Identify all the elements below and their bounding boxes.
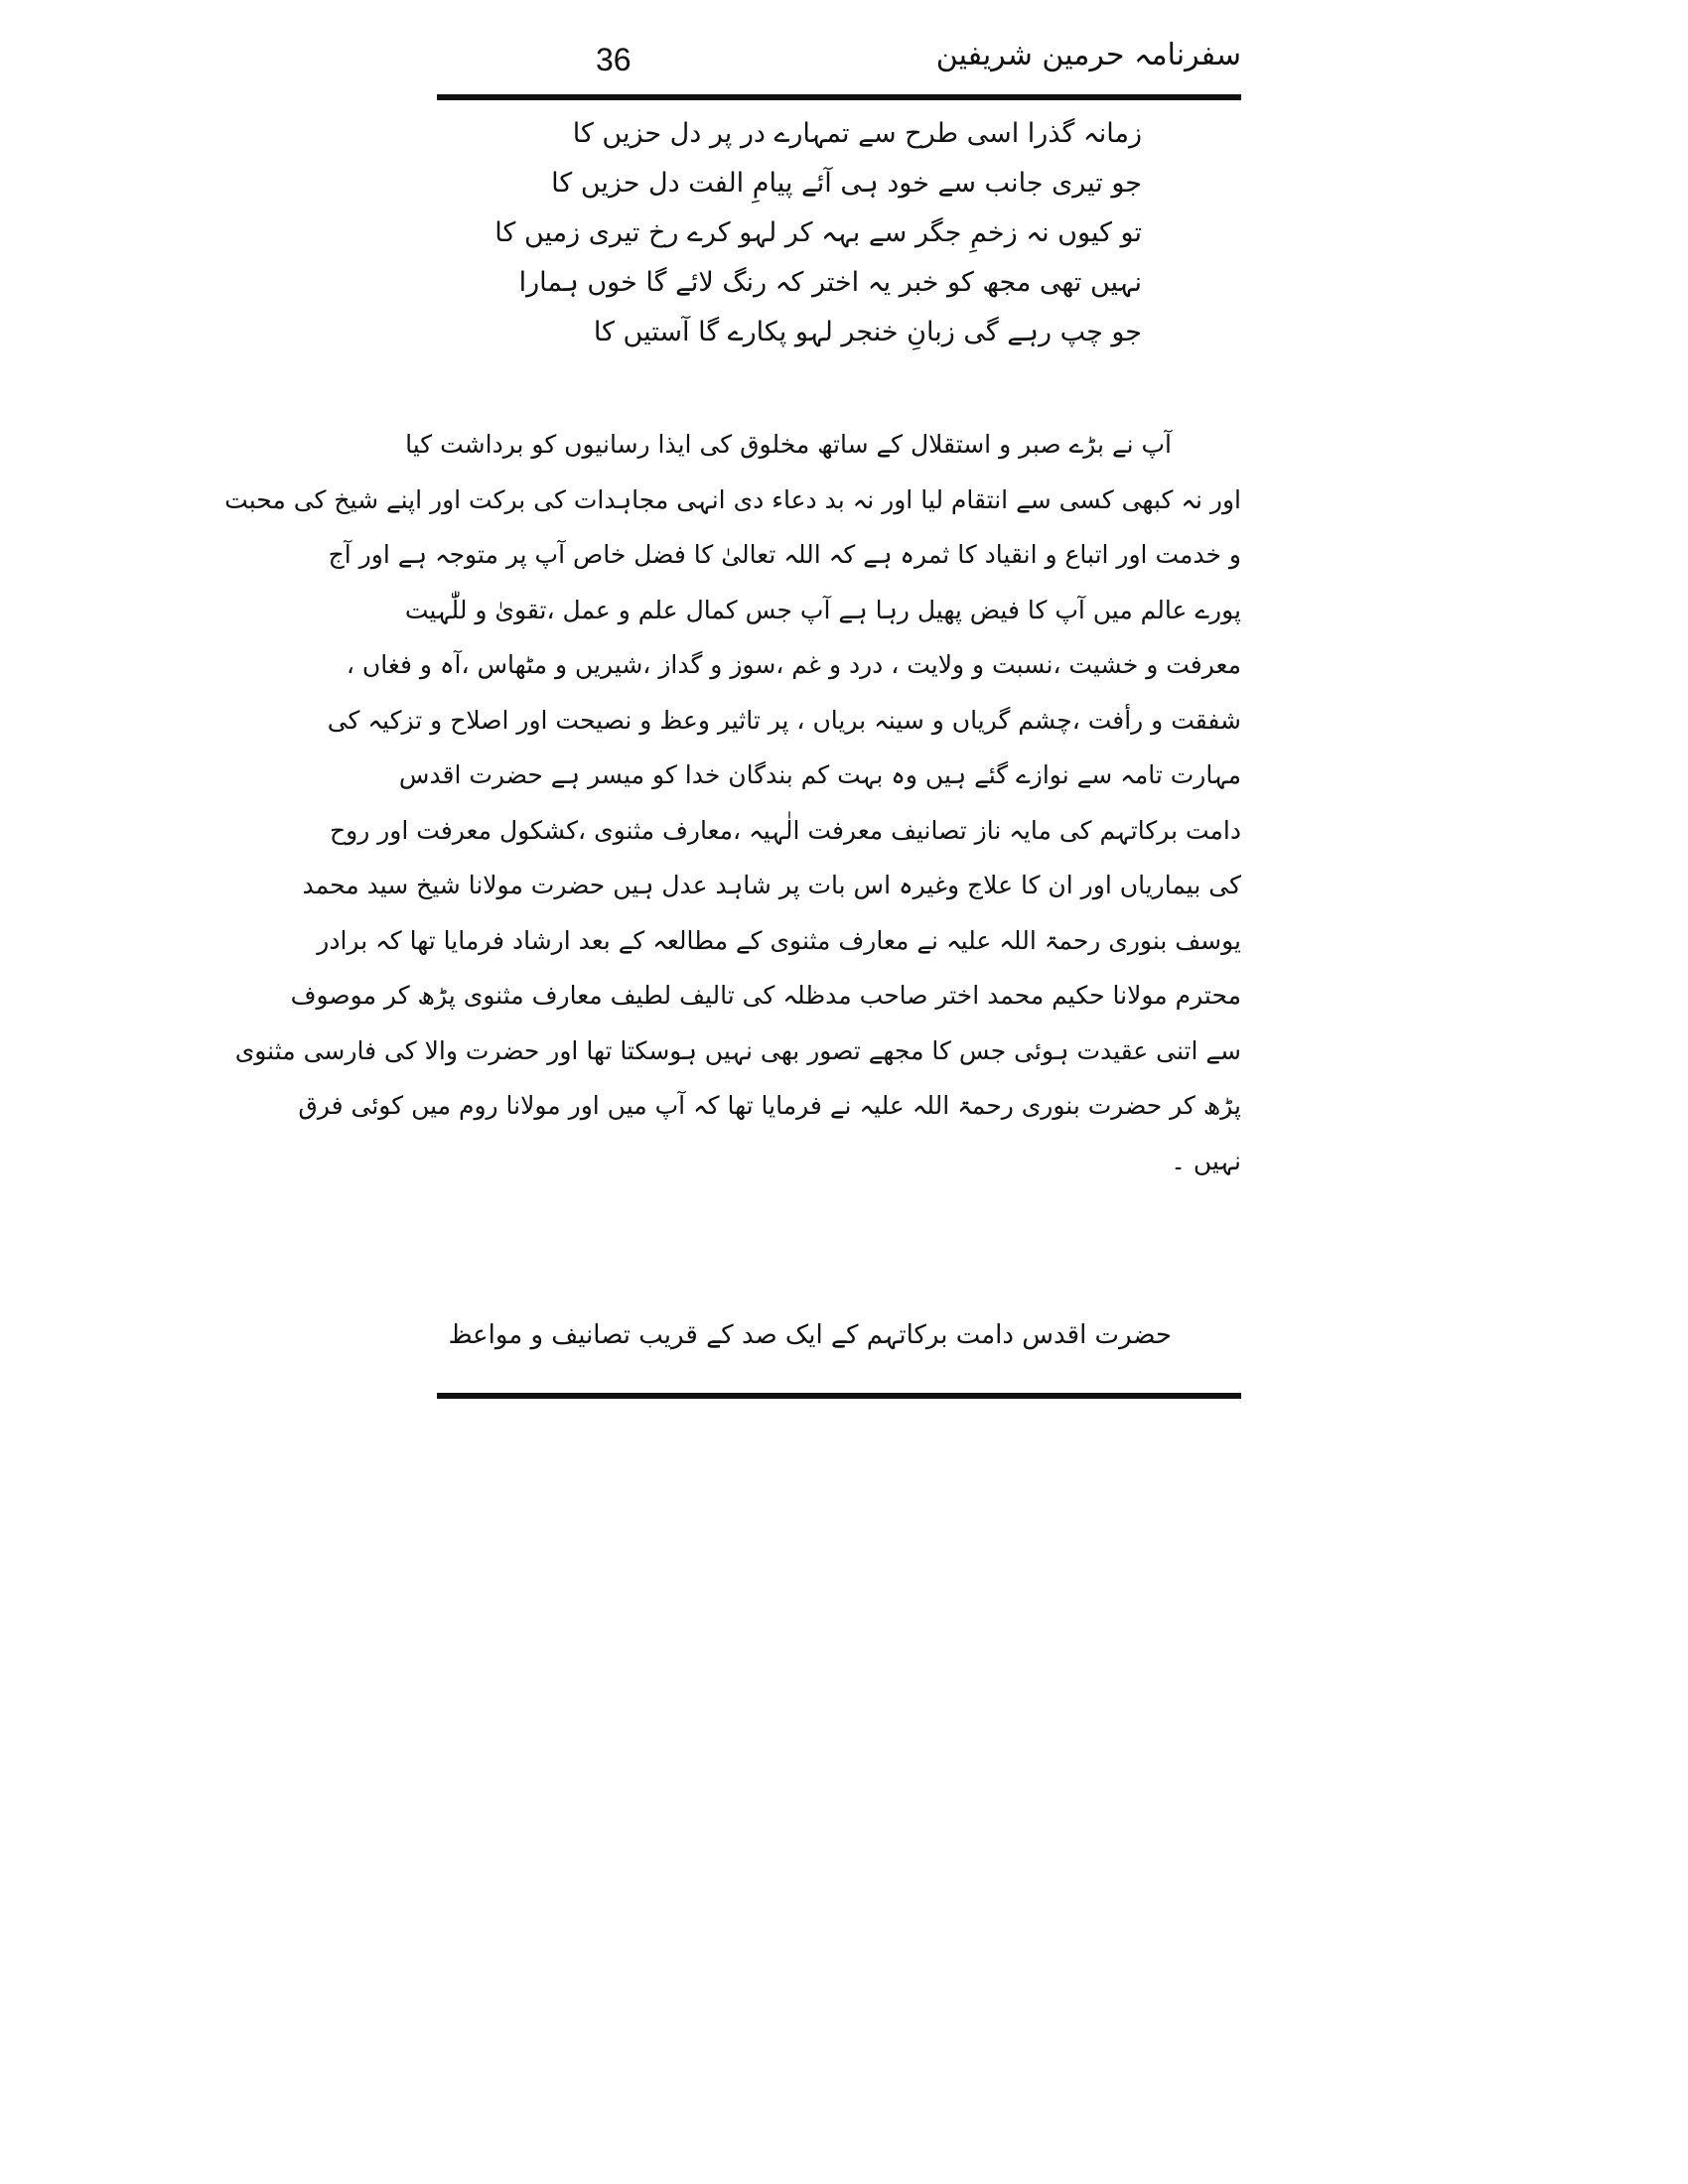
paragraph-line: آپ نے بڑے صبر و استقلال کے ساتھ مخلوق کی ایذا رسانیوں کو برداشت کیا [405, 430, 1172, 459]
paragraph-line: کی بیماریاں اور ان کا علاج وغیرہ اس بات پر شاہد عدل ہیں حضرت مولانا شیخ سید محمد [302, 871, 1241, 899]
paragraph-line: شفقت و رأفت ،چشم گریاں و سینہ بریاں ، پر تاثیر وعظ و نصیحت اور اصلاح و تزکیہ کی [327, 705, 1241, 735]
page-header [437, 38, 1241, 95]
page-number: 36 [596, 42, 632, 77]
paragraph-line: دامت برکاتہم کی مایہ ناز تصانیف معرفت الٰہیہ ،معارف مثنوی ،کشکول معرفت اور روح [330, 815, 1241, 845]
body-paragraph [224, 417, 1241, 1188]
paragraph-line: و خدمت اور اتباع و انقیاد کا ثمرہ ہے کہ اللہ تعالیٰ کا فضل خاص آپ پر متوجہ ہے اور آج [328, 540, 1241, 569]
poem-verse: جو چپ رہے گی زبانِ خنجر لہو پکارے گا آستیں کا [593, 317, 1142, 347]
paragraph-line: پڑھ کر حضرت بنوری رحمۃ اللہ علیہ نے فرمایا تھا کہ آپ میں اور مولانا روم میں کوئی فرق [298, 1091, 1241, 1120]
paragraph-line: معرفت و خشیت ،نسبت و ولایت ، درد و غم ،سوز و گداز ،شیریں و مٹھاس ،آہ و فغاں ، [346, 650, 1241, 679]
paragraph-line: پورے عالم میں آپ کا فیض پھیل رہا ہے آپ جس کمال علم و عمل ،تقویٰ و للّٰہیت [404, 595, 1241, 624]
poem-verse: جو تیری جانب سے خود ہی آئے پیامِ الفت دل حزیں کا [551, 168, 1142, 199]
poem-verse: تو کیوں نہ زخمِ جگر سے بہہ کر لہو کرے رخ تیری زمیں کا [494, 217, 1142, 248]
footer-rule [437, 1393, 1241, 1399]
paragraph-line: محترم مولانا حکیم محمد اختر صاحب مدظلہ کی تالیف لطیف معارف مثنوی پڑھ کر موصوف [290, 981, 1241, 1010]
poem-block [437, 109, 1241, 357]
poem-verse: نہیں تھی مجھ کو خبر یہ اختر کہ رنگ لائے گا خوں ہمارا [518, 267, 1142, 298]
book-title: سفرنامہ حرمین شریفین [935, 38, 1241, 72]
header-rule [437, 94, 1241, 100]
closing-line: حضرت اقدس دامت برکاتہم کے ایک صد کے قریب تصانیف و مواعظ [448, 1320, 1172, 1350]
paragraph-line: سے اتنی عقیدت ہوئی جس کا مجھے تصور بھی نہیں ہوسکتا تھا اور حضرت والا کی فارسی مثنوی [234, 1035, 1241, 1065]
poem-verse: زمانہ گذرا اسی طرح سے تمہارے در پر دل حزیں کا [572, 118, 1142, 149]
paragraph-line: اور نہ کبھی کسی سے انتقام لیا اور نہ بد دعاء دی انہی مجاہدات کی برکت اور اپنے شیخ کی محبت [224, 484, 1241, 514]
paragraph-line: نہیں ۔ [1171, 1146, 1241, 1175]
paragraph-line: مہارت تامہ سے نوازے گئے ہیں وہ بہت کم بندگان خدا کو میسر ہے حضرت اقدس [398, 760, 1241, 789]
paragraph-line: یوسف بنوری رحمۃ اللہ علیہ نے معارف مثنوی کے مطالعہ کے بعد ارشاد فرمایا تھا کہ برادر [317, 925, 1241, 955]
